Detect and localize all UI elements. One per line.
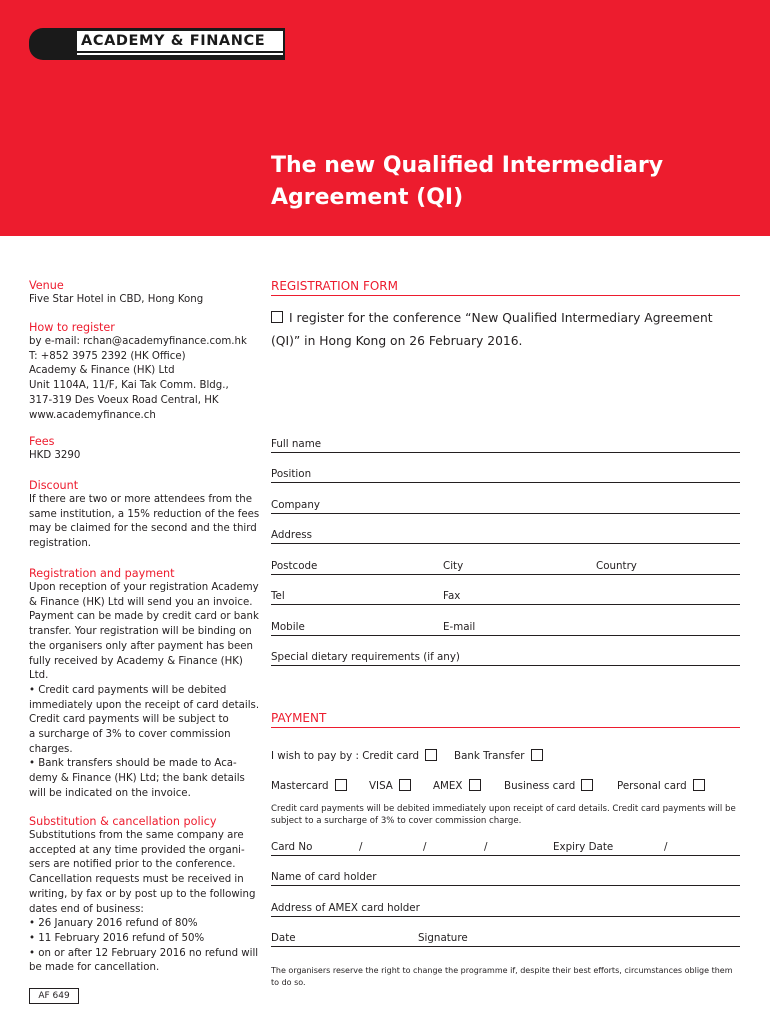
payment-info-line: • Credit card payments will be debited	[29, 684, 227, 696]
discount-line: may be claimed for the second and the third	[29, 523, 257, 535]
business-card-checkbox[interactable]	[581, 779, 593, 791]
substitution-line: accepted at any time provided the organi-	[29, 844, 245, 856]
logo-underline	[77, 53, 283, 55]
register-line: www.academyfinance.ch	[29, 409, 156, 421]
card-no-slash: /	[423, 841, 427, 853]
signature-label: Signature	[418, 932, 468, 944]
mobile-email-row[interactable]	[271, 620, 740, 636]
email-label: E-mail	[443, 621, 476, 633]
pay-by-label: I wish to pay by : Credit card	[271, 749, 419, 763]
payment-info-line: a surcharge of 3% to cover commission	[29, 729, 231, 741]
register-line: Unit 1104A, 11/F, Kai Tak Comm. Bldg.,	[29, 380, 229, 392]
bank-transfer-checkbox[interactable]	[531, 749, 543, 761]
card-no-slash: /	[484, 841, 488, 853]
postcode-label: Postcode	[271, 560, 318, 572]
logo-text: ACADEMY & FINANCE	[81, 33, 266, 49]
substitution-line: sers are notified prior to the conference.	[29, 859, 236, 871]
mobile-label: Mobile	[271, 621, 305, 633]
page-title	[271, 150, 663, 214]
how-to-register-heading: How to register	[29, 321, 115, 334]
bank-transfer-label: Bank Transfer	[454, 749, 525, 763]
company-label: Company	[271, 499, 320, 511]
registration-line-2: (QI)” in Hong Kong on 26 February 2016.	[271, 334, 523, 348]
form-code-box: AF 649	[29, 988, 79, 1004]
expiry-label: Expiry Date	[553, 841, 614, 853]
visa-option: VISA	[369, 779, 393, 793]
payment-info-line: Upon reception of your registration Academy	[29, 582, 259, 593]
discount-line: same institution, a 15% reduction of the fees	[29, 508, 260, 520]
tel-label: Tel	[271, 590, 285, 602]
register-line: T: +852 3975 2392 (HK Office)	[29, 350, 186, 362]
credit-card-checkbox[interactable]	[425, 749, 437, 761]
payment-info-line: immediately upon the receipt of card details.	[29, 699, 260, 711]
dietary-field[interactable]	[271, 650, 740, 666]
address-field[interactable]	[271, 528, 740, 544]
discount-section	[29, 478, 261, 552]
substitution-line: writing, by fax or by post up to the following	[29, 888, 256, 900]
substitution-heading: Substitution & cancellation policy	[29, 815, 217, 828]
card-number-row[interactable]	[271, 840, 740, 856]
amex-option: AMEX	[433, 779, 463, 793]
position-label: Position	[271, 468, 312, 480]
card-holder-field[interactable]	[271, 870, 740, 886]
substitution-line: be made for cancellation.	[29, 962, 160, 974]
register-line: 317-319 Des Voeux Road Central, HK	[29, 394, 219, 406]
personal-card-option: Personal card	[617, 779, 687, 793]
register-line: by e-mail: rchan@academyfinance.com.hk	[29, 336, 247, 347]
mastercard-checkbox[interactable]	[335, 779, 347, 791]
registration-statement	[271, 307, 741, 353]
payment-info-line: Ltd.	[29, 670, 49, 682]
credit-card-note: Credit card payments will be debited immediately upon receipt of card details. Credit card payments will be subject to a surcharge of 3% to cover commission charge.	[271, 804, 736, 826]
payment-info-line: the organisers only after payment has been	[29, 640, 253, 652]
payment-info-line: transfer. Your registration will be binding on	[29, 626, 252, 638]
card-no-label: Card No	[271, 841, 313, 853]
postcode-city-country-row[interactable]	[271, 559, 740, 575]
visa-checkbox[interactable]	[399, 779, 411, 791]
card-holder-label: Name of card holder	[271, 871, 377, 883]
title-line-2: Agreement (QI)	[271, 185, 464, 210]
position-field[interactable]	[271, 467, 740, 483]
tel-fax-row[interactable]	[271, 589, 740, 605]
payment-info-line: Payment can be made by credit card or bank	[29, 611, 259, 623]
amex-address-field[interactable]	[271, 901, 740, 917]
payment-info-line: charges.	[29, 743, 73, 755]
discount-line: If there are two or more attendees from the	[29, 494, 252, 505]
fees-heading: Fees	[29, 435, 55, 448]
expiry-slash: /	[664, 841, 668, 853]
payment-info-line: Credit card payments will be subject to	[29, 714, 229, 726]
venue-section	[29, 278, 261, 308]
substitution-section	[29, 814, 261, 976]
fax-label: Fax	[443, 590, 461, 602]
full-name-field[interactable]	[271, 437, 740, 453]
disclaimer-note: The organisers reserve the right to change the programme if, despite their best efforts, circumstances oblige them to do so.	[271, 966, 733, 987]
business-card-option: Business card	[504, 779, 575, 793]
payment-info-line: & Finance (HK) Ltd will send you an invoice.	[29, 596, 253, 608]
substitution-line: Substitutions from the same company are	[29, 830, 244, 841]
address-label: Address	[271, 529, 313, 541]
country-label: Country	[596, 560, 637, 572]
amex-checkbox[interactable]	[469, 779, 481, 791]
registration-form-heading: REGISTRATION FORM	[271, 278, 740, 296]
fees-text: HKD 3290	[29, 450, 81, 461]
card-no-slash: /	[359, 841, 363, 853]
substitution-line: • 11 February 2016 refund of 50%	[29, 932, 205, 944]
venue-text: Five Star Hotel in CBD, Hong Kong	[29, 294, 204, 305]
discount-heading: Discount	[29, 479, 79, 492]
full-name-label: Full name	[271, 438, 322, 450]
company-field[interactable]	[271, 498, 740, 514]
registration-payment-heading: Registration and payment	[29, 567, 175, 580]
mastercard-option: Mastercard	[271, 779, 329, 793]
register-line: Academy & Finance (HK) Ltd	[29, 365, 175, 377]
payment-info-line: will be indicated on the invoice.	[29, 787, 191, 799]
amex-address-label: Address of AMEX card holder	[271, 902, 420, 914]
payment-info-line: fully received by Academy & Finance (HK)	[29, 655, 243, 667]
registration-line-1: I register for the conference “New Qualified Intermediary Agreement	[289, 311, 713, 325]
venue-heading: Venue	[29, 279, 64, 292]
personal-card-checkbox[interactable]	[693, 779, 705, 791]
fees-section	[29, 434, 261, 464]
payment-heading: PAYMENT	[271, 710, 740, 728]
substitution-line: • 26 January 2016 refund of 80%	[29, 918, 198, 930]
discount-line: registration.	[29, 538, 92, 550]
city-label: City	[443, 560, 464, 572]
register-checkbox[interactable]	[271, 311, 283, 323]
substitution-line: • on or after 12 February 2016 no refund will	[29, 947, 259, 959]
registration-payment-section	[29, 566, 261, 802]
how-to-register-section	[29, 320, 261, 423]
date-label: Date	[271, 932, 296, 944]
substitution-line: dates end of business:	[29, 903, 144, 915]
payment-info-line: • Bank transfers should be made to Aca-	[29, 758, 237, 770]
date-signature-row[interactable]	[271, 931, 740, 947]
substitution-line: Cancellation requests must be received in	[29, 874, 244, 886]
dietary-label: Special dietary requirements (if any)	[271, 651, 460, 663]
payment-info-line: demy & Finance (HK) Ltd; the bank details	[29, 773, 245, 785]
title-line-1: The new Qualified Intermediary	[271, 153, 664, 178]
